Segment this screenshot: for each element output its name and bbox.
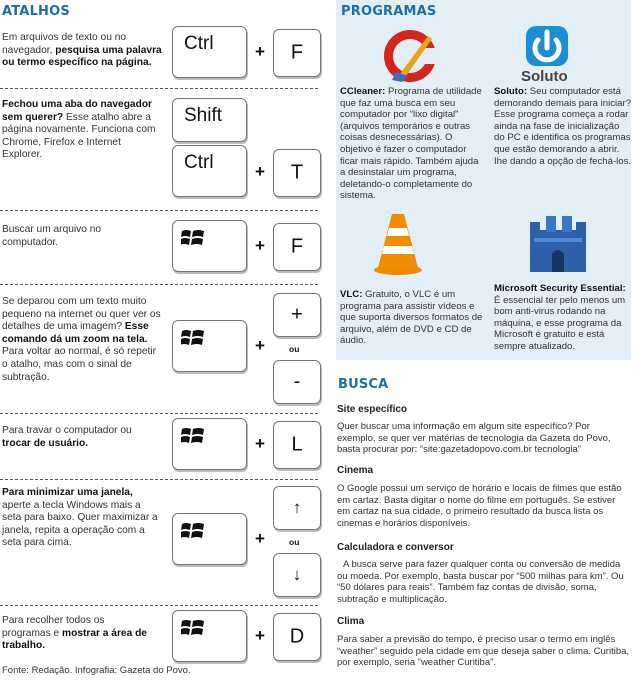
shift-key: Shift — [172, 98, 247, 142]
arrow-up-key: ↑ — [273, 486, 321, 530]
section-heading: Cinema — [337, 465, 374, 476]
busca-title: BUSCA — [338, 377, 389, 392]
plus-sign: + — [255, 626, 265, 645]
section-text: O Google possui um serviço de horário e locais de filmes que estão em cartaz. Basta digitar o nome do filme em português. Se estiver em cartaz na sua cidade, o primeiro resultado da busca lista os cinemas e horários disponíveis. — [337, 483, 622, 529]
windows-key — [172, 320, 247, 372]
plus-sign: + — [255, 236, 265, 255]
source-credit: Fonte: Redação. Infografia: Gazeta do Povo. — [2, 665, 191, 676]
section-heading: Calculadora e conversor — [337, 542, 454, 553]
f-key: F — [273, 223, 321, 271]
or-label: ou — [289, 344, 300, 354]
soluto-desc: Soluto: Seu computador está demorando demais para iniciar? Esse programa começa a rodar ainda na fase de inicialização do PC e identifica os programas que estão demorando a abrir. Ihe dando a opção de fechá-los. — [494, 86, 632, 167]
shortcut-5-desc: Para travar o computador ou trocar de usuário. — [2, 425, 132, 449]
section-heading: Site específico — [337, 404, 408, 415]
divider — [0, 88, 318, 89]
ctrl-key: Ctrl — [172, 145, 247, 197]
divider — [0, 605, 318, 606]
ctrl-key: Ctrl — [172, 26, 247, 78]
security-desc: Microsoft Security Essential: É essencial ter pelo menos um bom anti-virus rodando na máquina, e esse programa da Microsoft é gratuito e está sempre atualizado. — [494, 283, 626, 352]
soluto-power-icon — [524, 24, 570, 68]
vlc-cone-icon — [370, 210, 426, 276]
d-key: D — [273, 613, 321, 661]
arrow-down-key: ↓ — [273, 553, 321, 597]
plus-sign: + — [255, 336, 265, 355]
or-label: ou — [289, 537, 300, 547]
divider — [0, 479, 318, 480]
ccleaner-logo-icon — [380, 26, 440, 84]
divider — [0, 210, 318, 211]
plus-sign: + — [255, 42, 265, 61]
plus-key: + — [273, 293, 321, 337]
vlc-desc: VLC: Gratuito, o VLC é um programa para assistir vídeos e que suporta diversos formatos de arquivo, além de DVD e CD de áudio. — [340, 289, 483, 347]
windows-logo-icon — [181, 327, 205, 349]
l-key: L — [273, 421, 321, 469]
f-key: F — [273, 29, 321, 77]
windows-key — [172, 513, 247, 565]
windows-logo-icon — [181, 617, 205, 639]
section-heading: Clima — [337, 616, 365, 627]
shortcut-4-desc: Se deparou com um texto muito pequeno na internet ou quer ver os detalhes de uma imagem? Esse comando dá um zoom na tela. Para voltar ao normal, é só repetir o atalho, mas com o sinal de subtração. — [2, 296, 161, 383]
security-castle-icon — [526, 210, 590, 276]
windows-logo-icon — [181, 520, 205, 542]
plus-sign: + — [255, 529, 265, 548]
plus-sign: + — [255, 162, 265, 181]
divider — [0, 284, 318, 285]
section-text: Para saber a previsão do tempo, é preciso usar o termo em inglês “weather” seguido pela cidade em que deseja saber o clima. Curitiba, por exemplo, seria “weather Curitiba”. — [337, 634, 630, 669]
windows-logo-icon — [181, 227, 205, 249]
windows-key — [172, 610, 247, 662]
minus-key: - — [273, 360, 321, 404]
soluto-logo-text: Soluto — [521, 68, 568, 85]
atalhos-title: ATALHOS — [2, 4, 70, 19]
shortcut-1-desc: Em arquivos de texto ou no navegador, pesquisa uma palavra ou termo específico na página. — [2, 32, 162, 69]
section-text: Quer buscar uma informação em algum site específico? Por exemplo, se quer ver matérias de tecnologia da Gazeta do Povo, basta procurar por: “site:gazetadopovo.com.br tecnologia” — [337, 421, 611, 456]
shortcut-3-desc: Buscar um arquivo no computador. — [2, 224, 102, 248]
windows-logo-icon — [181, 425, 205, 447]
plus-sign: + — [255, 434, 265, 453]
shortcut-6-desc: Para minimizar uma janela, aperte a tecla Windows mais a seta para baixo. Quer maximizar a janela, repita a operação com a seta para cima. — [2, 487, 158, 549]
windows-key — [172, 220, 247, 272]
shortcut-7-desc: Para recolher todos os programas e mostrar a área de trabalho. — [2, 615, 147, 652]
t-key: T — [273, 149, 321, 197]
shortcut-2-desc: Fechou uma aba do navegador sem querer? Esse atalho abre a página novamente. Funciona com Chrome, Firefox e Internet Explorer. — [2, 99, 156, 161]
programas-title: PROGRAMAS — [341, 4, 437, 19]
windows-key — [172, 418, 247, 470]
divider — [0, 413, 318, 414]
section-text: A busca serve para fazer qualquer conta ou conversão de medida ou moeda. Por exemplo, basta buscar por “500 milhas para km”. Ou “50 dólares para reais”. Também faz contas de divisão, soma, subtração e multiplicação. — [337, 559, 624, 605]
ccleaner-desc: CCleaner: Programa de utilidade que faz uma busca em seu computador por “lixo digital” (arquivos temporários e outras coisas desnecessárias). O objetivo é fazer o computador ficar mais rápido. Também ajuda a desinstalar um programa, deletando-o completamente do sistema. — [340, 86, 482, 202]
